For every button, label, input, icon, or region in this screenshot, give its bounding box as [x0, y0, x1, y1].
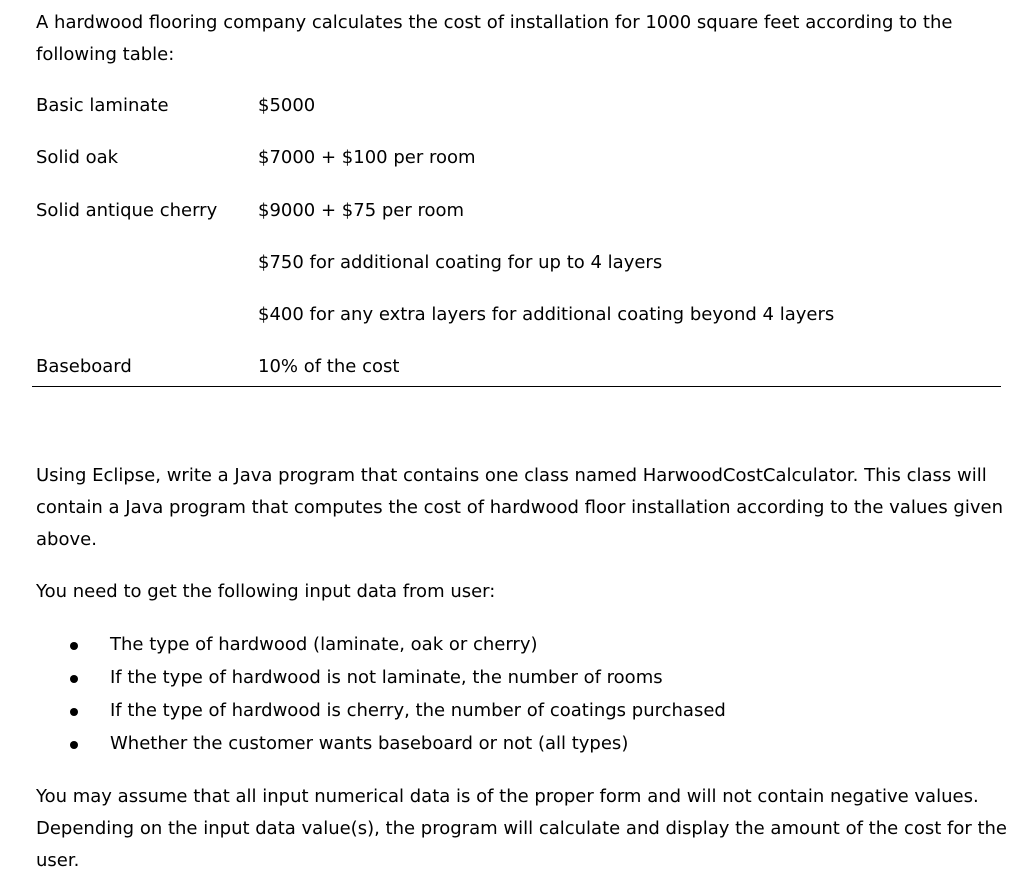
intro-paragraph: A hardwood flooring company calculates the cost of installation for 1000 square feet according to the following table:: [36, 12, 953, 65]
instructions-paragraph: Using Eclipse, write a Java program that contains one class named HarwoodCostCalculator. This class will contain a Java program that computes the cost of hardwood floor installation according to the values given above.: [36, 465, 1003, 550]
bullet-icon: [70, 708, 78, 716]
list-item: [0, 663, 726, 696]
cost-value-laminate: $5000: [258, 95, 316, 116]
bullet-icon: [70, 675, 78, 683]
list-item: [0, 696, 726, 729]
cost-label-laminate: Basic laminate: [36, 95, 169, 116]
cost-value-coating: $750 for additional coating for up to 4 layers: [258, 252, 663, 273]
cost-value-oak: $7000 + $100 per room: [258, 147, 476, 168]
list-item-text: The type of hardwood (laminate, oak or cherry): [110, 634, 538, 655]
list-item-text: If the type of hardwood is not laminate, the number of rooms: [110, 667, 663, 688]
bullet-icon: [70, 642, 78, 650]
cost-value-extra-coating: $400 for any extra layers for additional coating beyond 4 layers: [258, 304, 835, 325]
cost-label-baseboard: Baseboard: [36, 356, 132, 377]
list-item-text: If the type of hardwood is cherry, the number of coatings purchased: [110, 700, 726, 721]
cost-label-oak: Solid oak: [36, 147, 119, 168]
table-divider: [32, 386, 1001, 387]
closing-paragraph: You may assume that all input numerical data is of the proper form and will not contain negative values. Depending on the input data value(s), the program will calculate and display the amount of the cost for the user.: [36, 786, 1007, 871]
cost-value-baseboard: 10% of the cost: [258, 356, 400, 377]
input-list: [0, 630, 726, 762]
cost-label-cherry: Solid antique cherry: [36, 200, 218, 221]
list-item: [0, 729, 726, 762]
cost-value-cherry: $9000 + $75 per room: [258, 200, 465, 221]
list-item-text: Whether the customer wants baseboard or not (all types): [110, 733, 629, 754]
list-item: [0, 630, 726, 663]
bullet-icon: [70, 741, 78, 749]
input-intro: You need to get the following input data from user:: [36, 581, 496, 602]
